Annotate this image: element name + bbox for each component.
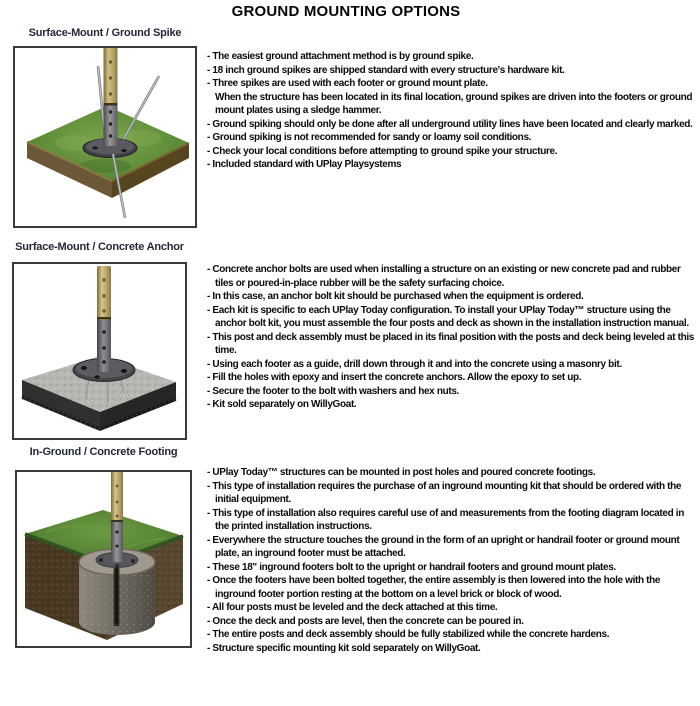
- bullet-line: - Ground spiking is not recommended for sandy or loamy soil conditions.: [207, 132, 532, 143]
- bullet-line: - Included standard with UPlay Playsystems: [207, 159, 402, 170]
- image-box-concrete-footing: [15, 470, 192, 648]
- bullet-list-concrete-anchor: [207, 263, 700, 412]
- bullet-line: - In this case, an anchor bolt kit should be purchased when the equipment is ordered.: [207, 291, 584, 302]
- page-title: GROUND MOUNTING OPTIONS: [231, 3, 461, 20]
- concrete-footing-illustration: [17, 472, 190, 646]
- image-box-ground-spike: [13, 46, 197, 228]
- bullet-line: - Everywhere the structure touches the ground in the form of an upright or handrail footer or ground mount plate, an inground footer must be attached.: [207, 534, 680, 559]
- bullet-list-concrete-footing: [207, 466, 700, 655]
- bullet-line: - Structure specific mounting kit sold separately on WillyGoat.: [207, 642, 481, 654]
- bullet-line: - All four posts must be leveled and the deck attached at this time.: [207, 602, 498, 613]
- ground-spike-illustration: [15, 48, 195, 226]
- bullet-line: - Three spikes are used with each footer or ground mount plate.: [207, 78, 488, 89]
- section-heading-concrete-anchor: Surface-Mount / Concrete Anchor: [15, 241, 184, 253]
- bullet-line: - These 18" inground footers bolt to the upright or handrail footers and ground mount plates.: [207, 561, 616, 573]
- bullet-line: - Kit sold separately on WillyGoat.: [207, 399, 357, 410]
- section-heading-concrete-footing: In-Ground / Concrete Footing: [29, 446, 178, 458]
- bullet-line: - Once the footers have been bolted together, the entire assembly is then lowered into the hole with the inground footer portion resting at the bottom on a level brick or block of wood.: [207, 575, 661, 600]
- bullet-line: - Once the deck and posts are level, then the concrete can be poured in.: [207, 615, 524, 627]
- bullet-line: - This type of installation requires the purchase of an inground mounting kit that should be ordered with the initial equipment.: [207, 480, 682, 505]
- section-heading-ground-spike: Surface-Mount / Ground Spike: [28, 27, 182, 39]
- bullet-line: - The easiest ground attachment method is by ground spike.: [207, 51, 474, 62]
- bullet-line: - 18 inch ground spikes are shipped standard with every structure's hardware kit.: [207, 64, 565, 76]
- bullet-line: - UPlay Today™ structures can be mounted in post holes and poured concrete footings.: [207, 467, 596, 478]
- bullet-line: - Fill the holes with epoxy and insert the concrete anchors. Allow the epoxy to set up.: [207, 372, 582, 383]
- bullet-line: - This post and deck assembly must be placed in its final position with the posts and deck being leveled at this time.: [207, 331, 695, 356]
- bullet-line: - Concrete anchor bolts are used when installing a structure on an existing or new concrete pad and rubber tiles or poured-in-place rubber will be the safety surfacing choice.: [207, 264, 681, 289]
- concrete-anchor-illustration: [14, 264, 185, 438]
- bullet-line: When the structure has been located in its final location, ground spikes are driven into the footers or ground mount plates using a sledge hammer.: [215, 91, 693, 116]
- bullet-line: - Secure the footer to the bolt with washers and hex nuts.: [207, 385, 459, 397]
- bullet-line: - This type of installation also requires careful use of and measurements from the footing diagram located in the printed installation instructions.: [207, 507, 684, 532]
- bullet-line: - Using each footer as a guide, drill down through it and into the concrete using a masonry bit.: [207, 358, 622, 370]
- bullet-list-ground-spike: [207, 50, 700, 172]
- image-box-concrete-anchor: [12, 262, 187, 440]
- bullet-line: - Ground spiking should only be done after all underground utility lines have been located and clearly marked.: [207, 118, 693, 130]
- bullet-line: - The entire posts and deck assembly should be fully stabilized while the concrete hardens.: [207, 629, 610, 640]
- bullet-line: - Check your local conditions before attempting to ground spike your structure.: [207, 145, 558, 157]
- bullet-line: - Each kit is specific to each UPlay Today configuration. To install your UPlay Today™ structure using the anchor bolt kit, you must assemble the four posts and deck as shown in the installation instruction manual.: [207, 304, 689, 329]
